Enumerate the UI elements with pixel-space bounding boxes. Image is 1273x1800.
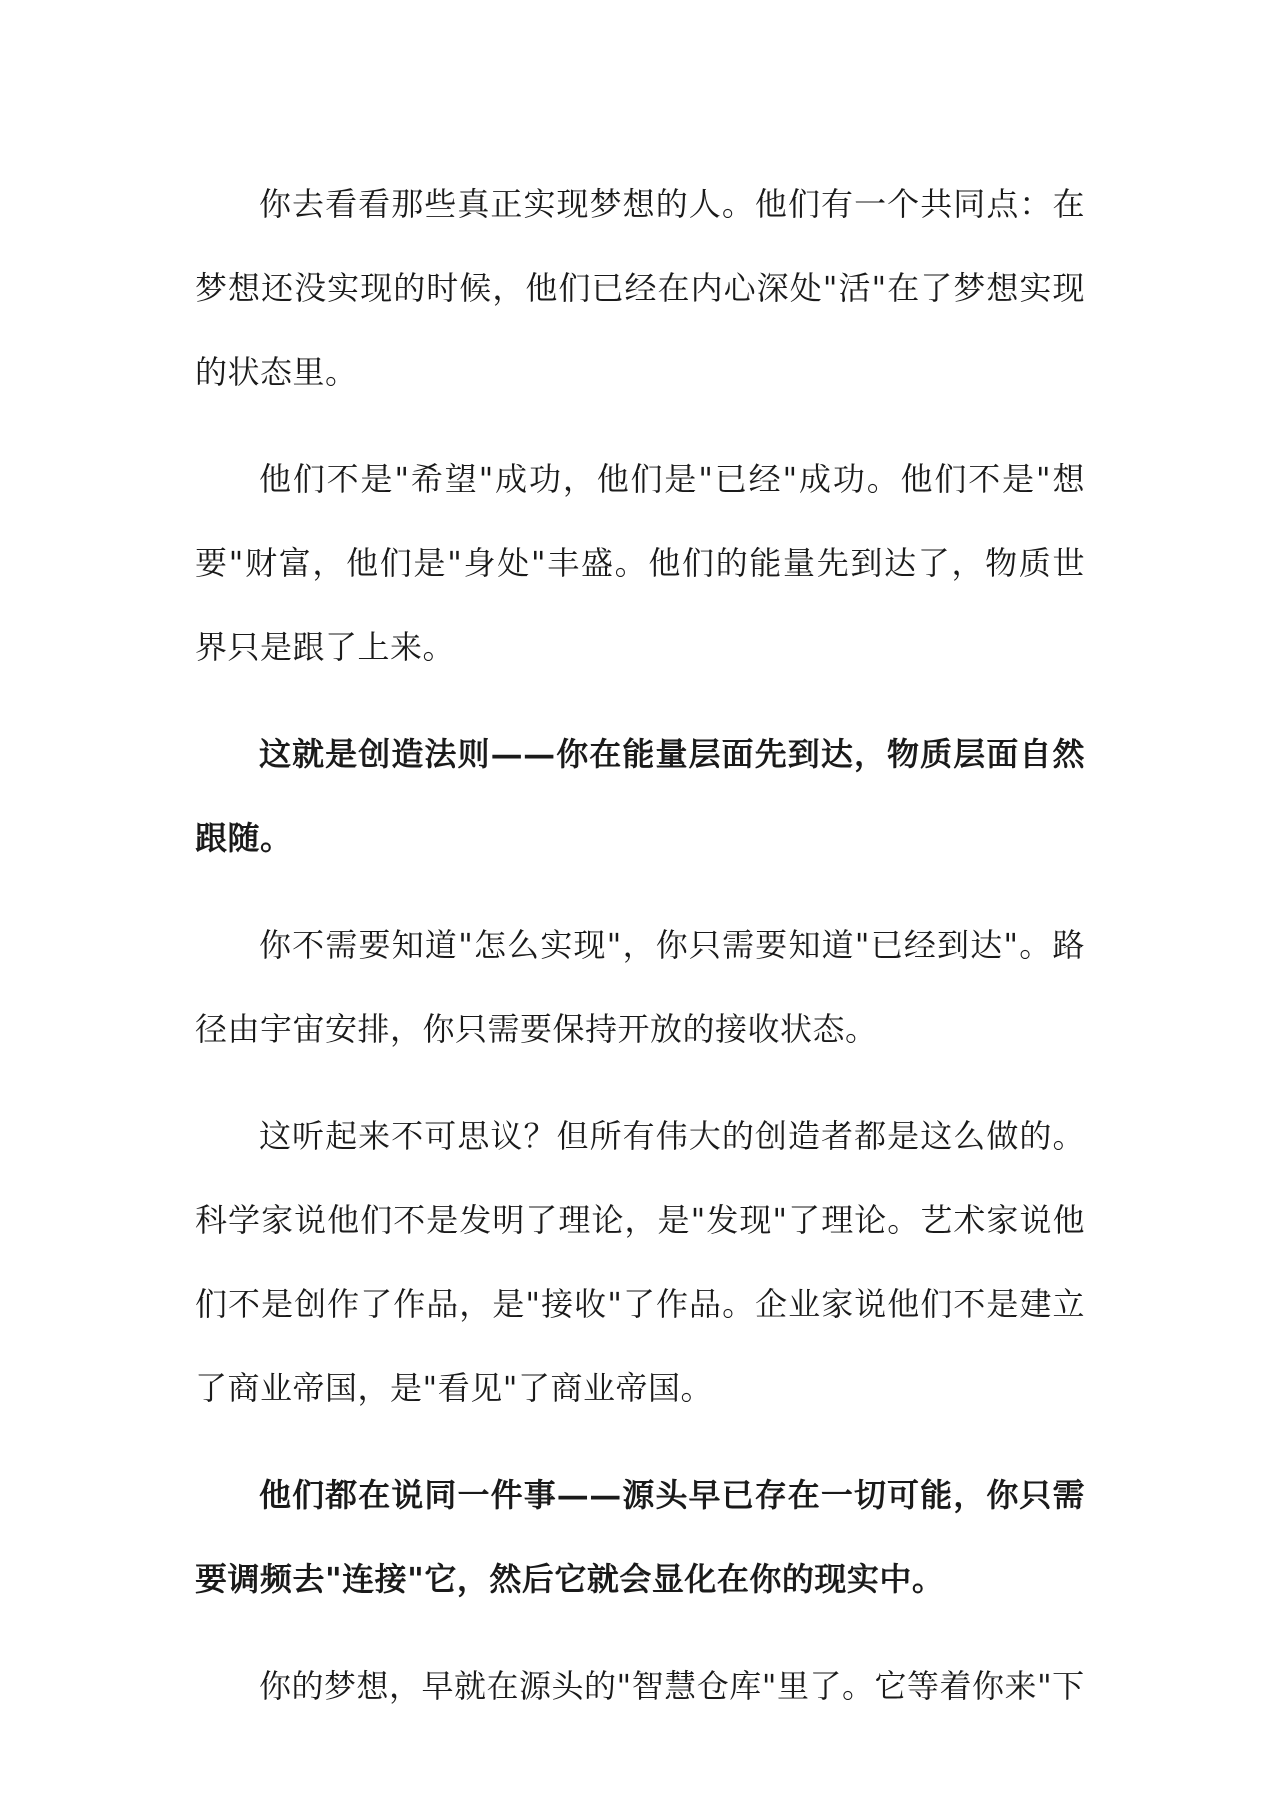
paragraph-5: 这听起来不可思议？但所有伟大的创造者都是这么做的。科学家说他们不是发明了理论，是"发现"了理论。艺术家说他们不是创作了作品，是"接收"了作品。企业家说他们不是建立了商业帝国，是"看见"了商业帝国。 [195, 1117, 1085, 1407]
document-page [195, 162, 1085, 1751]
paragraph-2: 他们不是"希望"成功，他们是"已经"成功。他们不是"想要"财富，他们是"身处"丰盛。他们的能量先到达了，物质世界只是跟了上来。 [195, 460, 1085, 666]
paragraph-1: 你去看看那些真正实现梦想的人。他们有一个共同点：在梦想还没实现的时候，他们已经在内心深处"活"在了梦想实现的状态里。 [195, 185, 1085, 391]
paragraph-3-bold: 这就是创造法则——你在能量层面先到达，物质层面自然跟随。 [195, 735, 1085, 857]
paragraph-6-bold: 他们都在说同一件事——源头早已存在一切可能，你只需要调频去"连接"它，然后它就会显化在你的现实中。 [195, 1476, 1085, 1598]
paragraph-7: 你的梦想，早就在源头的"智慧仓库"里了。它等着你来"下 [259, 1667, 1085, 1705]
paragraph-4: 你不需要知道"怎么实现"，你只需要知道"已经到达"。路径由宇宙安排，你只需要保持开放的接收状态。 [195, 926, 1085, 1048]
